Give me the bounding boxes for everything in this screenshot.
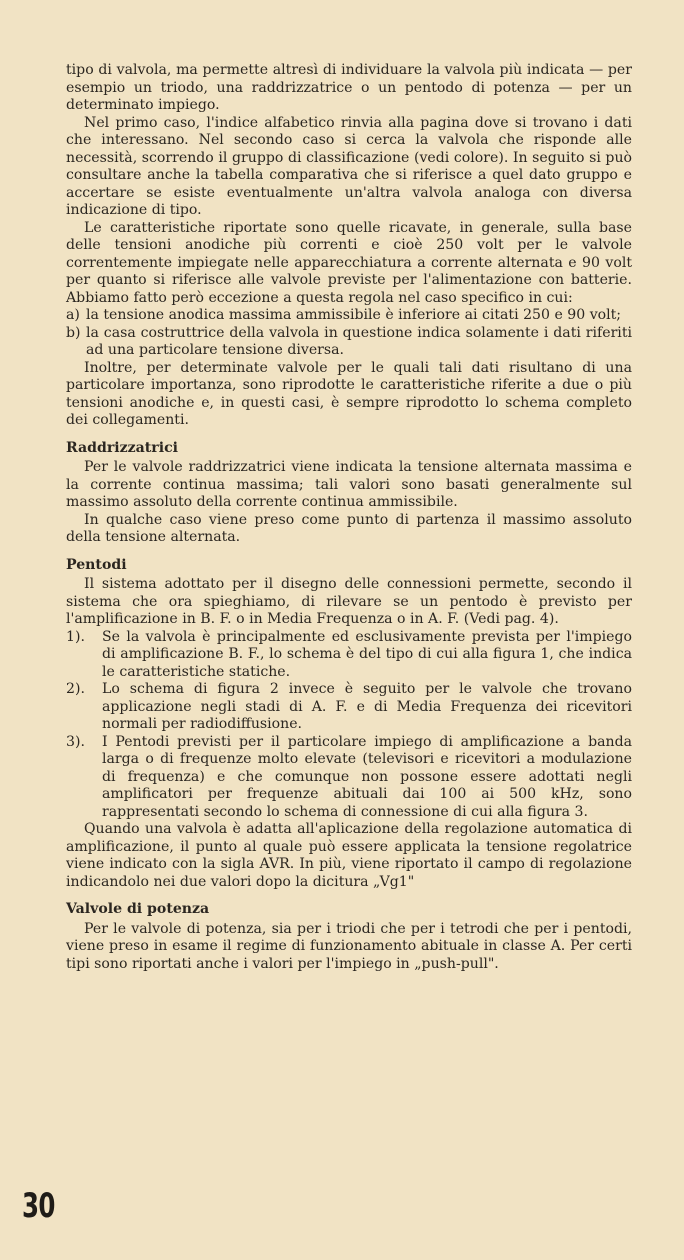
list-text: la tensione anodica massima ammissibile è inferiore ai citati 250 e 90 volt; [86, 307, 622, 323]
list-marker: 2). [66, 681, 85, 697]
intro-paragraph-2: Nel primo caso, l'indice alfabetico rinvia alla pagina dove si trovano i dati che interessano. Nel secondo caso si cerca la valvola che risponde alle necessità, scorrendo il gruppo di classificazione (vedi colore). In seguito si può consultare anche la tabella comparativa che si riferisce a quel dato gruppo e accertare se esiste eventualmente un'altra valvola analoga con diversa indicazione di tipo. [66, 114, 632, 218]
intro-paragraph-4: Inoltre, per determinate valvole per le quali tali dati risultano di una particolare importanza, sono riprodotte le caratteristiche riferite a due o più tensioni anodiche e, in questi casi, è sempre riprodotto lo schema completo dei collegamenti. [66, 359, 632, 428]
section-heading-pentodi: Pentodi [66, 556, 127, 573]
list-item [66, 734, 632, 822]
page-number: 30 [22, 1186, 55, 1226]
list-item [66, 629, 632, 682]
section-heading-potenza: Valvole di potenza [66, 901, 210, 917]
intro-paragraph-1: tipo di valvola, ma permette altresì di individuare la valvola più indicata — per esempio un triodo, una raddrizzatrice o un pentodo di potenza — per un determinato impiego. [66, 62, 632, 113]
list-marker: a) [66, 307, 80, 323]
intro-paragraph-3: Le caratteristiche riportate sono quelle ricavate, in generale, sulla base delle tensioni anodiche più correnti e cioè 250 volt per le valvole correntemente impiegate nelle apparecchiatura a corrente alternata e 90 volt per quanto si riferisce alle valvole previste per l'alimentazione con batterie. Abbiamo fatto però eccezione a questa regola nel caso specifico in cui: [66, 219, 632, 306]
list-marker: 3). [66, 733, 85, 750]
list-text: I Pentodi previsti per il particolare impiego di amplificazione a banda larga o di frequenze molto elevate (televisori e ricevitori a modulazione di frequenza) e che comunque non possone essere adottati negli amplificatori per frequenze abituali dai 100 ai 500 kHz, sono rappresentati secondo lo schema di connessione di cui alla figura 3. [102, 733, 632, 820]
list-item [66, 681, 632, 734]
section-heading-raddrizzatrici: Raddrizzatrici [66, 439, 179, 456]
list-item [66, 325, 632, 360]
list-item [66, 307, 632, 325]
raddrizzatrici-paragraph-2: In qualche caso viene preso come punto di partenza il massimo assoluto della tensione alternata. [66, 511, 632, 545]
potenza-paragraph-1: Per le valvole di potenza, sia per i triodi che per i tetrodi che per i pentodi, viene preso in esame il regime di funzionamento abituale in classe A. Per certi tipi sono riportati anche i valori per l'impiego in „push-pull". [66, 920, 632, 972]
list-marker: 1). [66, 628, 85, 645]
raddrizzatrici-paragraph-1: Per le valvole raddrizzatrici viene indicata la tensione alternata massima e la corrente continua massima; tali valori sono basati generalmente sul massimo assoluto della corrente continua ammissibile. [66, 459, 632, 510]
list-marker: b) [66, 324, 81, 341]
list-text: Se la valvola è principalmente ed esclusivamente prevista per l'impiego di amplificazione B. F., lo schema è del tipo di cui alla figura 1, che indica le caratteristiche statiche. [102, 628, 632, 680]
list-text: Lo schema di figura 2 invece è seguito per le valvole che trovano applicazione negli stadi di A. F. e di Media Frequenza dei ricevitori normali per radiodiffusione. [102, 681, 632, 732]
page-text [66, 62, 632, 973]
pentodi-paragraph-1: Il sistema adottato per il disegno delle connessioni permette, secondo il sistema che ora spieghiamo, di rilevare se un pentodo è previsto per l'amplificazione in B. F. o in Media Frequenza o in A. F. (Vedi pag. 4). [66, 576, 632, 627]
pentodi-paragraph-2: Quando una valvola è adatta all'aplicazione della regolazione automatica di amplificazione, il punto al quale può essere applicata la tensione regolatrice viene indicato con la sigla AVR. In più, viene riportato il campo di regolazione indicandolo nei due valori dopo la dicitura „Vg1" [66, 821, 632, 890]
list-text: la casa costruttrice della valvola in questione indica solamente i dati riferiti ad una particolare tensione diversa. [86, 324, 632, 358]
